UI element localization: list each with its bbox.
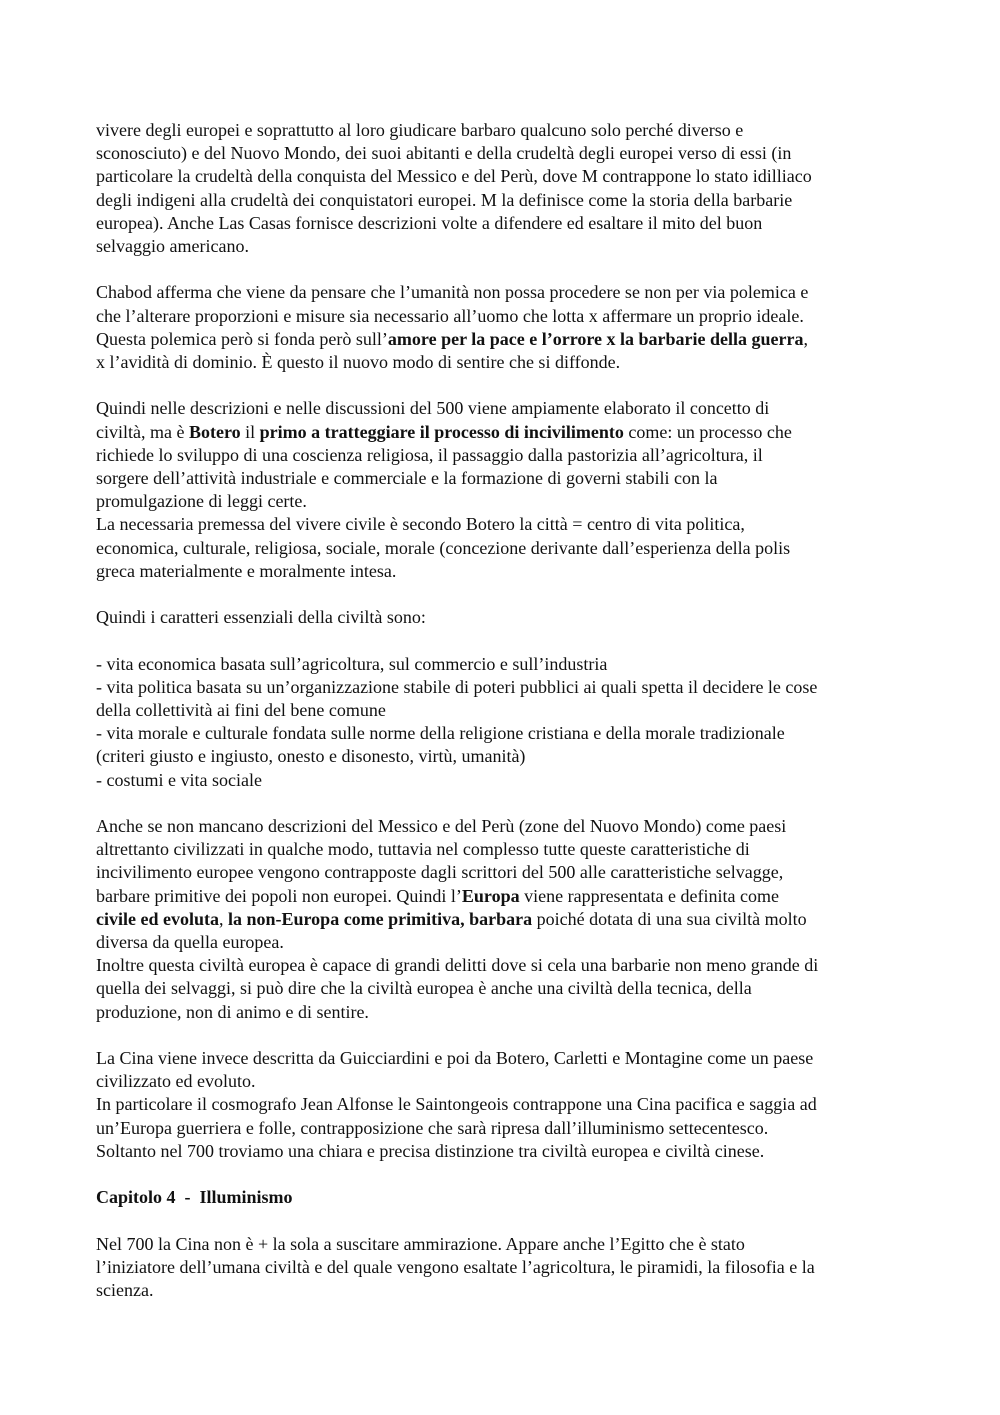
bold-text: Botero bbox=[188, 421, 241, 442]
text-run: come: un processo che bbox=[623, 421, 792, 442]
text-line: greca materialmente e moralmente intesa. bbox=[96, 560, 397, 581]
text-line: Inoltre questa civiltà europea è capace di grandi delitti dove si cela una barbarie non meno grande di bbox=[96, 955, 819, 976]
list-item: - costumi e vita sociale bbox=[96, 769, 262, 790]
text-run: poiché dotata di una sua civiltà molto bbox=[532, 908, 807, 929]
text-line: incivilimento europee vengono contrapposte dagli scrittori del 500 alle caratteristiche selvagge, bbox=[96, 862, 784, 883]
text-line: promulgazione di leggi certe. bbox=[96, 491, 307, 512]
text-run: , bbox=[803, 328, 808, 349]
text-line: economica, culturale, religiosa, sociale, morale (concezione derivante dall’esperienza della polis bbox=[96, 537, 791, 558]
text-line: particolare la crudeltà della conquista del Messico e del Perù, dove M contrappone lo stato idilliaco bbox=[96, 166, 812, 187]
text-line: che l’alterare proporzioni e misure sia necessario all’uomo che lotta x affermare un proprio ideale. bbox=[96, 305, 804, 326]
text-line: La Cina viene invece descritta da Guicciardini e poi da Botero, Carletti e Montagine come un paese bbox=[96, 1048, 814, 1069]
heading-text: Capitolo 4 - Illuminismo bbox=[96, 1187, 293, 1208]
text-line: diversa da quella europea. bbox=[96, 932, 284, 953]
text-line: La necessaria premessa del vivere civile è secondo Botero la città = centro di vita politica, bbox=[96, 514, 745, 535]
text-line: altrettanto civilizzati in qualche modo, tuttavia nel complesso tutte queste caratteristiche di bbox=[96, 839, 750, 860]
list-caratteri bbox=[96, 653, 908, 792]
document-page bbox=[96, 119, 908, 1302]
text-line: degli indigeni alla crudeltà dei conquistatori europei. M la definisce come la storia della barbarie bbox=[96, 189, 793, 210]
text-line: scienza. bbox=[96, 1280, 154, 1301]
text-line: Chabod afferma che viene da pensare che l’umanità non possa procedere se non per via polemica e bbox=[96, 282, 809, 303]
list-item: - vita economica basata sull’agricoltura, sul commercio e sull’industria bbox=[96, 653, 608, 674]
text-line: In particolare il cosmografo Jean Alfonse le Saintongeois contrappone una Cina pacifica e saggia ad bbox=[96, 1094, 817, 1115]
text-line: Soltanto nel 700 troviamo una chiara e precisa distinzione tra civiltà europea e civiltà cinese. bbox=[96, 1140, 765, 1161]
text-line: civilizzato ed evoluto. bbox=[96, 1071, 256, 1092]
text-line: Nel 700 la Cina non è + la sola a suscitare ammirazione. Appare anche l’Egitto che è stato bbox=[96, 1233, 745, 1254]
text-line: vivere degli europei e soprattutto al loro giudicare barbaro qualcuno solo perché diverso e bbox=[96, 120, 744, 140]
text-line bbox=[96, 908, 908, 931]
text-line: l’iniziatore dell’umana civiltà e del quale vengono esaltate l’agricoltura, le piramidi, la filosofia e la bbox=[96, 1256, 815, 1277]
paragraph-botero bbox=[96, 397, 908, 583]
list-item: - vita morale e culturale fondata sulle norme della religione cristiana e della morale tradizionale bbox=[96, 723, 785, 744]
paragraph-montaigne bbox=[96, 119, 908, 258]
text-run: Questa polemica però si fonda però sull’ bbox=[96, 328, 388, 349]
text-line: produzione, non di animo e di sentire. bbox=[96, 1001, 369, 1022]
text-line bbox=[96, 885, 908, 908]
bold-text: civile ed evoluta bbox=[96, 908, 219, 929]
bold-text: primo a tratteggiare il processo di incivilimento bbox=[259, 421, 624, 442]
paragraph-chabod bbox=[96, 281, 908, 374]
text-line: sorgere dell’attività industriale e commerciale e la formazione di governi stabili con la bbox=[96, 468, 718, 489]
text-line: sconosciuto) e del Nuovo Mondo, dei suoi abitanti e della crudeltà degli europei verso di essi (in bbox=[96, 143, 792, 164]
bold-text: amore per la pace e l’orrore x la barbarie della guerra bbox=[387, 328, 804, 349]
paragraph-caratteri bbox=[96, 606, 908, 629]
text-run: il bbox=[240, 421, 260, 442]
text-line bbox=[96, 328, 908, 351]
paragraph-cina bbox=[96, 1047, 908, 1163]
paragraph-europa bbox=[96, 815, 908, 1024]
text-line: selvaggio americano. bbox=[96, 236, 249, 257]
chapter-heading bbox=[96, 1186, 908, 1209]
text-line: Anche se non mancano descrizioni del Messico e del Perù (zone del Nuovo Mondo) come paesi bbox=[96, 816, 787, 837]
text-line: x l’avidità di dominio. È questo il nuovo modo di sentire che si diffonde. bbox=[96, 352, 621, 373]
text-line: richiede lo sviluppo di una coscienza religiosa, il passaggio dalla pastorizia all’agricoltura, il bbox=[96, 444, 763, 465]
paragraph-egitto bbox=[96, 1233, 908, 1303]
text-run: barbare primitive dei popoli non europei. Quindi l’ bbox=[96, 885, 462, 906]
text-run: viene rappresentata e definita come bbox=[519, 885, 779, 906]
text-line: un’Europa guerriera e folle, contrapposizione che sarà ripresa dall’illuminismo settecentesco. bbox=[96, 1117, 769, 1138]
text-line bbox=[96, 421, 908, 444]
text-line: Quindi i caratteri essenziali della civiltà sono: bbox=[96, 607, 426, 628]
text-line: quella dei selvaggi, si può dire che la civiltà europea è anche una civiltà della tecnica, della bbox=[96, 978, 752, 999]
list-item: della collettività ai fini del bene comune bbox=[96, 700, 386, 721]
text-run: civiltà, ma è bbox=[96, 421, 189, 442]
text-run: , bbox=[218, 908, 228, 929]
bold-text: Europa bbox=[461, 885, 520, 906]
list-item: (criteri giusto e ingiusto, onesto e disonesto, virtù, umanità) bbox=[96, 746, 526, 767]
bold-text: la non-Europa come primitiva, barbara bbox=[227, 908, 533, 929]
list-item: - vita politica basata su un’organizzazione stabile di poteri pubblici ai quali spetta il decidere le cose bbox=[96, 676, 818, 697]
text-line: Quindi nelle descrizioni e nelle discussioni del 500 viene ampiamente elaborato il concetto di bbox=[96, 398, 770, 419]
text-line: europea). Anche Las Casas fornisce descrizioni volte a difendere ed esaltare il mito del buon bbox=[96, 212, 763, 233]
